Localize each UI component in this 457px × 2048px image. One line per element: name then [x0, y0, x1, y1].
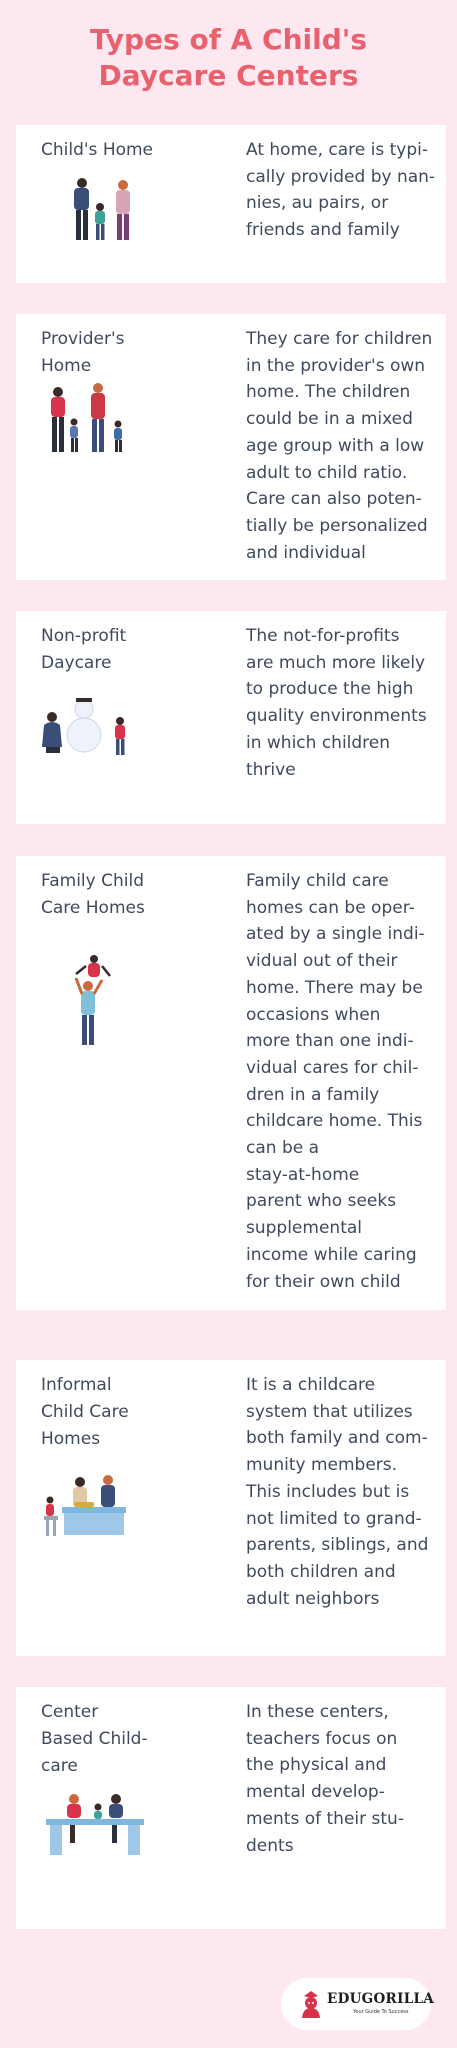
card-description: [246, 137, 446, 244]
title-line-1: Types of A Child's: [89, 23, 368, 56]
card-text-line: are much more likely: [246, 652, 426, 673]
card-text-line: stay-at-home: [246, 1164, 360, 1185]
card-label-line: Non-profit: [41, 626, 127, 646]
card-text-line: the physical and: [246, 1755, 387, 1776]
card-text-line: parents, siblings, and: [246, 1535, 429, 1556]
card-text-line: The not-for-profits: [246, 626, 400, 646]
brand-name: EDUGORILLA: [327, 1991, 435, 2007]
snowman-icon: [38, 695, 138, 765]
card-label-line: Child Care: [41, 1402, 129, 1422]
card-text-line: This includes but is: [246, 1481, 410, 1502]
card-text-line: in the provider's own: [246, 355, 426, 376]
card-label-line: Center: [41, 1702, 99, 1722]
card-label-line: Provider's: [41, 329, 125, 349]
card-text-line: munity members.: [246, 1455, 398, 1476]
card-text-line: occasions when: [246, 1004, 381, 1025]
card-label-line: Daycare: [41, 653, 112, 673]
card-text-line: in which children: [246, 732, 391, 753]
card-text-line: age group with a low: [246, 435, 425, 456]
card-text-line: adult to child ratio.: [246, 462, 408, 483]
card-text-line: and individual: [246, 542, 366, 563]
card-text-line: At home, care is typi-: [246, 140, 429, 160]
card-text-line: dents: [246, 1835, 294, 1856]
card-description: [246, 868, 446, 1295]
card-label: [41, 1372, 191, 1453]
card-text-line: home. There may be: [246, 977, 423, 998]
card-text-line: home. The children: [246, 382, 411, 403]
card-text-line: not limited to grand-: [246, 1508, 422, 1529]
page-title: [0, 22, 457, 94]
card-label: [41, 326, 191, 380]
card-text-line: vidual out of their: [246, 951, 398, 972]
card-text-line: thrive: [246, 759, 296, 780]
card-text-line: dren in a family: [246, 1084, 380, 1105]
card-text-line: both family and com-: [246, 1428, 428, 1449]
card-description: [246, 623, 446, 783]
card-description: [246, 326, 446, 566]
card-text-line: tially be personalized: [246, 515, 428, 536]
card-text-line: Family child care: [246, 871, 389, 891]
card-label-line: Homes: [41, 1429, 101, 1449]
card-non-profit-daycare: [16, 611, 446, 824]
card-label-line: Family Child: [41, 871, 144, 891]
card-label: [41, 137, 191, 164]
card-label: [41, 868, 191, 922]
card-label-line: care: [41, 1756, 78, 1776]
gorilla-icon: [299, 1990, 323, 2018]
card-text-line: They care for children: [246, 329, 433, 349]
edugorilla-logo[interactable]: [281, 1978, 435, 2030]
card-text-line: income while caring: [246, 1244, 417, 1265]
card-label: [41, 1699, 191, 1780]
card-text-line: In these centers,: [246, 1702, 389, 1722]
card-text-line: vidual cares for chil-: [246, 1057, 419, 1078]
card-text-line: Care can also poten-: [246, 489, 422, 510]
card-text-line: parent who seeks: [246, 1191, 397, 1212]
card-text-line: adult neighbors: [246, 1588, 380, 1609]
card-text-line: friends and family: [246, 220, 400, 241]
card-text-line: childcare home. This: [246, 1111, 423, 1132]
card-text-line: can be a: [246, 1138, 320, 1159]
family-icon: [68, 177, 158, 247]
card-text-line: ments of their stu-: [246, 1808, 404, 1829]
kitchen-family-icon: [40, 1470, 150, 1545]
card-label-line: Child's Home: [41, 140, 154, 160]
card-text-line: to produce the high: [246, 679, 414, 700]
card-text-line: system that utilizes: [246, 1401, 413, 1422]
card-text-line: mental develop-: [246, 1782, 385, 1803]
card-text-line: cally provided by nan-: [246, 166, 436, 187]
card-text-line: homes can be oper-: [246, 897, 415, 918]
classroom-icon: [40, 1791, 150, 1861]
card-informal-child-care-homes: [16, 1360, 446, 1656]
card-providers-home: [16, 314, 446, 580]
card-center-based-childcare: [16, 1687, 446, 1929]
card-text-line: ated by a single indi-: [246, 924, 425, 945]
family-children-icon: [46, 382, 146, 462]
card-family-child-care-homes: [16, 856, 446, 1310]
card-text-line: more than one indi-: [246, 1031, 414, 1052]
card-label-line: Informal: [41, 1375, 112, 1395]
card-label-line: Care Homes: [41, 898, 145, 918]
card-childs-home: [16, 125, 446, 283]
card-text-line: for their own child: [246, 1271, 401, 1292]
card-description: [246, 1372, 446, 1612]
card-text-line: It is a childcare: [246, 1375, 376, 1395]
title-line-2: Daycare Centers: [98, 59, 359, 92]
card-text-line: quality environments: [246, 706, 427, 727]
card-text-line: both children and: [246, 1561, 396, 1582]
card-text-line: teachers focus on: [246, 1728, 398, 1749]
card-label-line: Based Child-: [41, 1729, 148, 1749]
parent-lifting-child-icon: [66, 954, 126, 1049]
card-description: [246, 1699, 446, 1859]
card-label: [41, 623, 191, 677]
card-text-line: could be in a mixed: [246, 409, 413, 430]
card-text-line: supplemental: [246, 1218, 362, 1239]
card-text-line: nies, au pairs, or: [246, 193, 389, 214]
card-label-line: Home: [41, 356, 92, 376]
brand-tagline: Your Guide To Success: [353, 2009, 409, 2015]
